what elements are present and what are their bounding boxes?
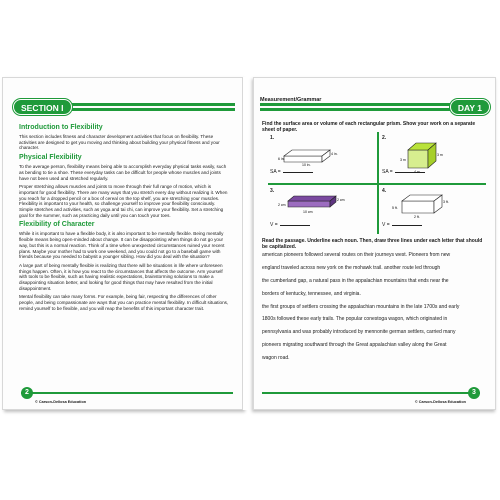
paragraph-character-2: A large part of being mentally flexible is realizing that there will be situations in life where unforeseen things happen. Often, it is how you react to the circumstances that affects the outcome. Arm yourself with tools to be flexible, such as having realistic expectations, brainstorming solutions to make a disappointing situation better, and looking for good things that may have resulted from the initial disappointment.	[19, 262, 223, 291]
answer-label: V =	[270, 222, 278, 228]
heading-physical: Physical Flexibility	[19, 154, 82, 162]
problem-cell	[268, 132, 374, 181]
section-header-bar	[15, 99, 235, 115]
passage-line: the cumberland gap, a natural pass in the appalachian mountains that ends near the	[262, 277, 449, 284]
heading-character: Flexibility of Character	[19, 221, 95, 229]
dimension-label: 3 ft.	[443, 200, 449, 204]
right-page	[253, 77, 496, 410]
dimension-label: 3 m	[400, 158, 406, 162]
dimension-label: 10 cm	[303, 210, 313, 214]
problem-number: 1.	[270, 135, 275, 141]
paragraph-physical-1: To the average person, flexibility means being able to accomplish everyday physical tasks easily, such as bending to tie a shoe. These everyday tasks can be difficult for people whose muscles and joints have not been used and stretched regularly.	[19, 164, 227, 181]
left-page	[2, 77, 243, 410]
answer-blank[interactable]	[283, 172, 313, 173]
prism-problem-grid	[268, 132, 486, 234]
answer-line[interactable]	[270, 222, 310, 228]
prism-diagram	[278, 138, 338, 166]
problem-cell	[380, 185, 486, 234]
strand-label: Measurement/Grammar	[260, 97, 322, 103]
grammar-passage	[262, 253, 488, 362]
dimension-label: 2 cm	[337, 198, 345, 202]
passage-line: england traveled across new york on the mohawk trail. another route led through	[262, 264, 441, 271]
footer-bar	[262, 387, 480, 404]
footer-rule	[262, 392, 480, 394]
problem-number: 2.	[382, 135, 387, 141]
publisher-credit: © Carson-Dellosa Education	[414, 400, 466, 404]
dimension-label: 2 ft.	[414, 215, 420, 219]
problem-number: 4.	[382, 188, 387, 194]
left-page-body	[19, 122, 229, 315]
publisher-credit: © Carson-Dellosa Education	[35, 400, 87, 404]
book-gutter	[243, 77, 253, 410]
paragraph-character-1: While it is important to have a flexible body, it is also important to be mentally flexible. Being mentally flexible means being open-minded about change. It can be disappointing when things do not go your way, but this is a normal reaction. Think of a time when unexpected circumstances ruined your recent plans. Maybe your mother had to work one weekend, and you could not go to a baseball game with friends because you needed to babysit a younger sibling. How did you deal with the situation?	[19, 231, 225, 260]
day-label: DAY 1	[450, 99, 490, 115]
passage-line: pioneers migrating southward through the Great appalachian valley along the Great	[262, 342, 447, 349]
passage-line: pennsylvania and was probably introduced by mennonite german settlers, carried many	[262, 329, 456, 336]
dimension-label: 3 m	[437, 153, 443, 157]
dimension-label: 4 m	[414, 170, 420, 174]
paragraph-character-3: Mental flexibility can take many forms. For example, being fair, respecting the differences of other people, and being compassionate are ways that you can practice mental flexibility. In difficult situations, remind yourself to be flexible, and you will reap the benefits of this important character trait.	[19, 294, 229, 311]
dimension-label: 6 in.	[278, 157, 285, 161]
dimension-label: 4 in.	[331, 152, 338, 156]
dimension-label: 2 cm	[278, 203, 286, 207]
dimension-label: 5 ft.	[392, 206, 398, 210]
prism-diagram	[278, 191, 348, 215]
prism-instructions: Find the surface area or volume of each rectangular prism. Show your work on a separate sheet of paper.	[262, 121, 476, 133]
passage-line: borders of kentucky, tennessee, and virginia.	[262, 290, 361, 297]
answer-line[interactable]	[382, 169, 425, 175]
passage-line: wagon road.	[262, 355, 290, 362]
answer-label: SA =	[382, 169, 393, 175]
paragraph-intro: This section includes fitness and character development activities that focus on flexibility. These activities are designed to get you moving and thinking about building your physical fitness and your character.	[19, 134, 220, 151]
passage-line: 1800s followed these early trails. The popular conestoga wagon, which originated in	[262, 316, 448, 323]
answer-line[interactable]	[382, 222, 422, 228]
day-header-bar	[260, 99, 486, 115]
problem-cell	[380, 132, 486, 181]
dimension-label: 10 in.	[302, 163, 311, 166]
page-number: 3	[468, 387, 480, 399]
prism-diagram	[392, 189, 462, 221]
answer-blank[interactable]	[392, 225, 422, 226]
answer-blank[interactable]	[280, 225, 310, 226]
grammar-instructions: Read the passage. Underline each noun. Then, draw three lines under each letter that should be capitalized.	[262, 238, 483, 250]
problem-number: 3.	[270, 188, 275, 194]
passage-line: american pioneers followed several routes on their journeys west. Pioneers from new	[262, 252, 451, 258]
answer-line[interactable]	[270, 169, 313, 175]
answer-label: SA =	[270, 169, 281, 175]
footer-rule	[21, 392, 233, 394]
heading-intro: Introduction to Flexibility	[19, 124, 103, 131]
footer-bar	[21, 387, 233, 404]
section-label: SECTION I	[13, 99, 72, 115]
answer-label: V =	[382, 222, 390, 228]
answer-blank[interactable]	[395, 172, 425, 173]
problem-cell	[268, 185, 374, 234]
page-number: 2	[21, 387, 33, 399]
paragraph-physical-2: Proper stretching allows muscles and joints to move through their full range of motion, which is important for good flexibility. There are many ways that you stretch every day without realizing it. When you reach for a dropped pencil or a box of cereal on the top shelf, you are stretching your muscles. Flexibility is important to your health, so challenge yourself to improve your flexibility consciously. Simple stretches and activities, such as yoga and tai chi, can improve your flexibility. Set a stretching goal for the summer, such as practicing daily until you can touch your toes.	[19, 184, 228, 218]
passage-line: the first groups of settlers crossing the appalachian mountains in the late 1700s and early	[262, 303, 460, 310]
